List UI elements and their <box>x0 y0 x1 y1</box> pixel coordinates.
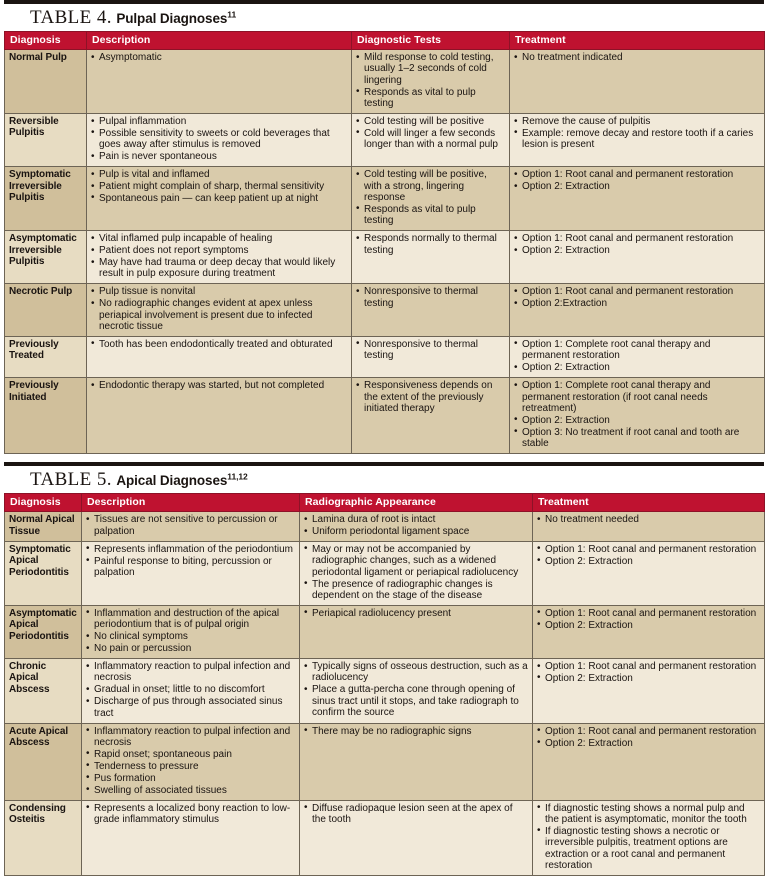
bullet-item: • Option 2: Extraction <box>537 673 760 684</box>
table-row <box>5 605 765 658</box>
bullet-item: • There may be no radiographic signs <box>304 726 528 737</box>
bullet-list <box>514 380 760 449</box>
bullet-item: • Option 1: Root canal and permanent restoration <box>537 544 760 555</box>
bullet-list <box>304 726 528 737</box>
bullet-item: • Possible sensitivity to sweets or cold beverages that goes away after stimulus is removed <box>91 128 347 151</box>
bullet-list <box>537 803 760 872</box>
description-cell <box>82 659 300 724</box>
bullet-list <box>356 339 505 362</box>
bullet-item: • Example: remove decay and restore tooth if a caries lesion is present <box>514 128 760 151</box>
table-5-body <box>5 512 765 876</box>
bullet-list <box>356 169 505 227</box>
bullet-list <box>514 52 760 63</box>
bullet-list <box>356 52 505 110</box>
bullet-item: • Option 1: Complete root canal therapy and permanent restoration (if root canal needs retreatment) <box>514 380 760 414</box>
table-row <box>5 512 765 542</box>
bullet-list <box>537 661 760 684</box>
tests-cell <box>300 512 533 542</box>
bullet-list <box>91 169 347 204</box>
bullet-list <box>514 233 760 256</box>
bullet-item: • Patient might complain of sharp, thermal sensitivity <box>91 181 347 192</box>
bullet-list <box>86 608 295 655</box>
tests-cell <box>300 800 533 875</box>
table-4-name-text: Pulpal Diagnoses <box>116 11 228 26</box>
table-row <box>5 231 765 284</box>
bullet-item: • Painful response to biting, percussion or palpation <box>86 556 295 579</box>
bullet-item: • Represents inflammation of the periodontium <box>86 544 295 555</box>
table-row <box>5 378 765 454</box>
bullet-item: • The presence of radiographic changes is dependent on the stage of the disease <box>304 579 528 602</box>
bullet-item: • Inflammation and destruction of the apical periodontium that is of pulpal origin <box>86 608 295 631</box>
description-cell <box>82 541 300 605</box>
bullet-item: • Swelling of associated tissues <box>86 785 295 796</box>
diagnosis-cell: Previously Initiated <box>5 378 87 454</box>
tests-cell <box>300 723 533 800</box>
bullet-item: • Spontaneous pain — can keep patient up at night <box>91 193 347 204</box>
bullet-list <box>86 803 295 826</box>
bullet-item: • Option 1: Root canal and permanent restoration <box>514 286 760 297</box>
bullet-item: • No radiographic changes evident at apex unless periapical involvement is present due to infected necrotic tissue <box>91 298 347 332</box>
treatment-cell <box>510 50 765 114</box>
bullet-item: • Vital inflamed pulp incapable of healing <box>91 233 347 244</box>
bullet-item: • If diagnostic testing shows a normal pulp and the patient is asymptomatic, monitor the tooth <box>537 803 760 826</box>
description-cell <box>87 167 352 231</box>
treatment-cell <box>533 800 765 875</box>
table-5-title <box>4 466 764 493</box>
bullet-list <box>537 608 760 631</box>
bullet-item: • Periapical radiolucency present <box>304 608 528 619</box>
tests-cell <box>352 336 510 377</box>
bullet-item: • Lamina dura of root is intact <box>304 514 528 525</box>
diagnosis-cell: Condensing Osteitis <box>5 800 82 875</box>
bullet-item: • Discharge of pus through associated sinus tract <box>86 696 295 719</box>
bullet-item: • Responds normally to thermal testing <box>356 233 505 256</box>
bullet-list <box>91 116 347 163</box>
bullet-item: • Asymptomatic <box>91 52 347 63</box>
diagnosis-cell: Reversible Pulpitis <box>5 114 87 167</box>
table-row <box>5 50 765 114</box>
bullet-item: • Cold testing will be positive, with a strong, lingering response <box>356 169 505 203</box>
bullet-list <box>86 726 295 796</box>
bullet-item: • Option 1: Complete root canal therapy and permanent restoration <box>514 339 760 362</box>
bullet-list <box>91 52 347 63</box>
bullet-item: • Option 3: No treatment if root canal and tooth are stable <box>514 427 760 450</box>
bullet-item: • Responds as vital to pulp testing <box>356 87 505 110</box>
table-5-col-treatment: Treatment <box>533 494 765 512</box>
table-4-title <box>4 4 764 31</box>
diagnosis-cell: Normal Apical Tissue <box>5 512 82 542</box>
bullet-list <box>356 116 505 151</box>
bullet-item: • Option 2: Extraction <box>514 245 760 256</box>
diagnosis-cell: Acute Apical Abscess <box>5 723 82 800</box>
diagnosis-cell: Previously Treated <box>5 336 87 377</box>
bullet-item: • No pain or percussion <box>86 643 295 654</box>
bullet-item: • Pus formation <box>86 773 295 784</box>
bullet-list <box>91 286 347 332</box>
table-4-col-diagnosis: Diagnosis <box>5 32 87 50</box>
tests-cell <box>352 231 510 284</box>
tests-cell <box>352 284 510 337</box>
tests-cell <box>300 605 533 658</box>
bullet-item: • Cold will linger a few seconds longer than with a normal pulp <box>356 128 505 151</box>
diagnosis-cell: Necrotic Pulp <box>5 284 87 337</box>
diagnosis-cell: Asymptomatic Apical Periodontitis <box>5 605 82 658</box>
bullet-item: • Option 1: Root canal and permanent restoration <box>537 608 760 619</box>
treatment-cell <box>533 659 765 724</box>
table-row <box>5 723 765 800</box>
bullet-item: • No clinical symptoms <box>86 631 295 642</box>
tests-cell <box>300 541 533 605</box>
table-4-label: TABLE 4. <box>30 7 112 28</box>
bullet-item: • No treatment needed <box>537 514 760 525</box>
bullet-item: • Remove the cause of pulpitis <box>514 116 760 127</box>
table-row <box>5 659 765 724</box>
bullet-list <box>514 286 760 309</box>
bullet-list <box>304 803 528 826</box>
table-5-name <box>116 473 247 488</box>
treatment-cell <box>510 336 765 377</box>
bullet-item: • Cold testing will be positive <box>356 116 505 127</box>
tests-cell <box>352 114 510 167</box>
bullet-item: • Option 1: Root canal and permanent restoration <box>537 661 760 672</box>
table-row <box>5 114 765 167</box>
bullet-item: • Option 2:Extraction <box>514 298 760 309</box>
diagnosis-cell: Chronic Apical Abscess <box>5 659 82 724</box>
table-4-header-row <box>5 32 765 50</box>
description-cell <box>87 284 352 337</box>
table-4-col-description: Description <box>87 32 352 50</box>
table-4-col-tests: Diagnostic Tests <box>352 32 510 50</box>
bullet-list <box>86 661 295 719</box>
diagnosis-cell: Asymptomatic Irreversible Pulpitis <box>5 231 87 284</box>
treatment-cell <box>510 378 765 454</box>
bullet-list <box>514 169 760 192</box>
bullet-item: • Rapid onset; spontaneous pain <box>86 749 295 760</box>
bullet-item: • Option 2: Extraction <box>514 181 760 192</box>
bullet-item: • Option 1: Root canal and permanent restoration <box>514 233 760 244</box>
treatment-cell <box>510 114 765 167</box>
treatment-cell <box>510 284 765 337</box>
bullet-item: • Endodontic therapy was started, but not completed <box>91 380 347 391</box>
tables-spacer <box>4 454 764 462</box>
bullet-list <box>537 514 760 525</box>
bullet-item: • Pulp tissue is nonvital <box>91 286 347 297</box>
table-4-name <box>116 11 236 26</box>
bullet-list <box>91 380 347 391</box>
table-block-5 <box>4 462 764 876</box>
table-4-col-treatment: Treatment <box>510 32 765 50</box>
treatment-cell <box>533 541 765 605</box>
bullet-list <box>304 514 528 537</box>
bullet-item: • Tenderness to pressure <box>86 761 295 772</box>
bullet-item: • Pain is never spontaneous <box>91 151 347 162</box>
bullet-item: • Option 2: Extraction <box>537 620 760 631</box>
bullet-item: • Option 1: Root canal and permanent restoration <box>537 726 760 737</box>
table-row <box>5 167 765 231</box>
bullet-item: • Inflammatory reaction to pulpal infection and necrosis <box>86 726 295 749</box>
bullet-list <box>304 608 528 619</box>
bullet-item: • May or may not be accompanied by radiographic changes, such as a widened periodontal ligament or periapical radiolucency <box>304 544 528 578</box>
description-cell <box>87 114 352 167</box>
bullet-item: • Responds as vital to pulp testing <box>356 204 505 227</box>
bullet-item: • Typically signs of osseous destruction, such as a radiolucency <box>304 661 528 684</box>
bullet-list <box>356 233 505 256</box>
table-5-superscript: 11,12 <box>227 471 248 482</box>
table-5-col-diagnosis: Diagnosis <box>5 494 82 512</box>
bullet-item: • Pulp is vital and inflamed <box>91 169 347 180</box>
bullet-item: • Tooth has been endodontically treated and obturated <box>91 339 347 350</box>
table-5-header-row <box>5 494 765 512</box>
bullet-item: • Inflammatory reaction to pulpal infection and necrosis <box>86 661 295 684</box>
bullet-item: • Diffuse radiopaque lesion seen at the apex of the tooth <box>304 803 528 826</box>
bullet-item: • Option 2: Extraction <box>537 738 760 749</box>
diagnosis-cell: Normal Pulp <box>5 50 87 114</box>
bullet-item: • If diagnostic testing shows a necrotic or irreversible pulpitis, treatment options are extraction or a root canal and permanent restoration <box>537 826 760 872</box>
bullet-item: • Pulpal inflammation <box>91 116 347 127</box>
table-row <box>5 541 765 605</box>
bullet-list <box>356 286 505 309</box>
description-cell <box>82 512 300 542</box>
diagnosis-cell: Symptomatic Irreversible Pulpitis <box>5 167 87 231</box>
description-cell <box>82 800 300 875</box>
bullet-item: • Tissues are not sensitive to percussion or palpation <box>86 514 295 537</box>
table-4-superscript: 11 <box>227 9 237 20</box>
table-row <box>5 800 765 875</box>
pulpal-diagnoses-table <box>4 31 765 454</box>
bullet-item: • Gradual in onset; little to no discomfort <box>86 684 295 695</box>
table-5-label: TABLE 5. <box>30 469 112 491</box>
bullet-list <box>304 661 528 719</box>
treatment-cell <box>533 512 765 542</box>
table-4-body <box>5 50 765 454</box>
bullet-item: • Option 2: Extraction <box>537 556 760 567</box>
apical-diagnoses-table <box>4 493 765 876</box>
treatment-cell <box>510 167 765 231</box>
bullet-item: • Represents a localized bony reaction to low-grade inflammatory stimulus <box>86 803 295 826</box>
bullet-item: • No treatment indicated <box>514 52 760 63</box>
table-block-4 <box>4 0 764 454</box>
bullet-item: • Mild response to cold testing, usually 1–2 seconds of cold lingering <box>356 52 505 86</box>
bullet-list <box>356 380 505 414</box>
bullet-list <box>304 544 528 602</box>
tests-cell <box>352 167 510 231</box>
bullet-list <box>514 116 760 151</box>
bullet-item: • Uniform periodontal ligament space <box>304 526 528 537</box>
bullet-item: • Responsiveness depends on the extent of the previously initiated therapy <box>356 380 505 414</box>
table-5-col-description: Description <box>82 494 300 512</box>
description-cell <box>82 605 300 658</box>
bullet-item: • Option 2: Extraction <box>514 362 760 373</box>
bullet-item: • Nonresponsive to thermal testing <box>356 286 505 309</box>
bullet-list <box>91 339 347 350</box>
description-cell <box>82 723 300 800</box>
table-5-name-text: Apical Diagnoses <box>116 473 228 489</box>
table-row <box>5 284 765 337</box>
table-row <box>5 336 765 377</box>
bullet-list <box>86 544 295 579</box>
diagnosis-cell: Symptomatic Apical Periodontitis <box>5 541 82 605</box>
treatment-cell <box>533 723 765 800</box>
bullet-list <box>86 514 295 537</box>
bullet-item: • Option 2: Extraction <box>514 415 760 426</box>
bullet-item: • Place a gutta-percha cone through opening of sinus tract until it stops, and take radiograph to confirm the source <box>304 684 528 718</box>
bullet-item: • May have had trauma or deep decay that would likely result in pulp exposure during treatment <box>91 257 347 280</box>
bullet-item: • Nonresponsive to thermal testing <box>356 339 505 362</box>
treatment-cell <box>533 605 765 658</box>
tests-cell <box>300 659 533 724</box>
bullet-item: • Option 1: Root canal and permanent restoration <box>514 169 760 180</box>
bullet-list <box>537 544 760 567</box>
bullet-list <box>514 339 760 374</box>
bullet-item: • Patient does not report symptoms <box>91 245 347 256</box>
description-cell <box>87 50 352 114</box>
tests-cell <box>352 378 510 454</box>
description-cell <box>87 378 352 454</box>
table-5-col-radiographic: Radiographic Appearance <box>300 494 533 512</box>
tests-cell <box>352 50 510 114</box>
bullet-list <box>537 726 760 749</box>
treatment-cell <box>510 231 765 284</box>
description-cell <box>87 231 352 284</box>
bullet-list <box>91 233 347 280</box>
description-cell <box>87 336 352 377</box>
